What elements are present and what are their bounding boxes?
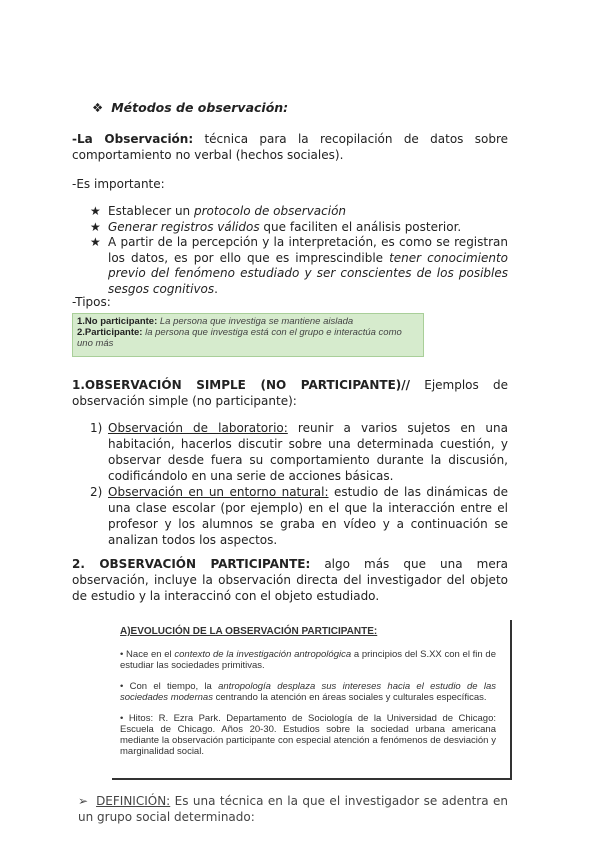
example-text: estudio de las dinámicas de una clase escolar (por ejemplo) en el que la interacción entre el profesor y los alumnos se graba en vídeo y a continuación se analizan todos los aspectos. xyxy=(108,485,508,547)
list-item xyxy=(90,235,508,297)
evolution-point: • Hitos: R. Ezra Park. Departamento de Sociología de la Universidad de Chicago: Escuela de Chicago. Años 20-30. Estudios sobre la sociedad urbana americana mediante la observación participante con especial atención a fenómenos de desviación y marginalidad social. xyxy=(120,713,496,757)
tipo-text: La persona que investiga se mantiene aislada xyxy=(157,316,354,327)
tipo-label: 2.Participante: xyxy=(77,327,143,338)
diamond-bullet-icon: ❖ xyxy=(92,100,104,115)
definition-text: Es una técnica en la que el investigador se adentra en un grupo social determinado: xyxy=(78,794,508,824)
examples-list xyxy=(90,420,508,548)
participant-observation xyxy=(72,556,508,604)
tipo-text: la persona que investiga está con el grupo e interactúa como uno más xyxy=(77,327,402,349)
evolution-box xyxy=(112,620,512,780)
item-number: 1) xyxy=(90,421,103,435)
observation-definition xyxy=(72,131,508,163)
star-icon: ★ xyxy=(90,219,101,234)
participante-text: algo más que una mera observación, incluye la observación directa del investigador del objeto de estudio y la interaccinó con el objeto estudiado. xyxy=(72,557,509,603)
tipos-box xyxy=(72,313,424,357)
tipos-label: -Tipos: xyxy=(72,295,111,309)
importante-label: -Es importante: xyxy=(72,177,165,191)
list-item xyxy=(90,484,508,548)
point-italic: contexto de la investigación antropológica xyxy=(174,649,352,660)
simple-heading-bold: 1.OBSERVACIÓN SIMPLE (NO PARTICIPANTE)// xyxy=(72,378,411,392)
example-text: reunir a varios sujetos en una habitación, hacerlos discutir sobre una determinada cuestión, y observar desde fuera su comportamiento durante la discusión, codificándolo en una serie de acciones básicas. xyxy=(108,421,508,483)
importante-list xyxy=(90,204,508,297)
list-item xyxy=(90,220,508,236)
item-italic: Generar registros válidos xyxy=(108,219,260,234)
definition xyxy=(78,793,508,825)
simple-heading-text: Ejemplos de observación simple (no participante): xyxy=(72,378,508,408)
observation-text: técnica para la recopilación de datos sobre comportamiento no verbal (hechos sociales). xyxy=(72,132,509,162)
list-item xyxy=(90,420,508,484)
point-text: • Con el tiempo, la xyxy=(120,681,219,692)
star-icon: ★ xyxy=(90,235,101,249)
item-italic: tener conocimiento previo del fenómeno estudiado y ser conscientes de los posibles sesgos cognitivos xyxy=(108,250,508,296)
tipo-label: 1.No participante: xyxy=(77,316,158,327)
evolution-point xyxy=(120,681,496,703)
point-text: centrando la atención en áreas sociales y culturales específicas. xyxy=(212,692,487,703)
item-text: . xyxy=(214,281,218,296)
participante-heading-bold: 2. OBSERVACIÓN PARTICIPANTE: xyxy=(72,557,311,571)
star-icon: ★ xyxy=(90,204,101,218)
point-text: a principios del S.XX con el fin de estudiar las sociedades primitivas. xyxy=(120,649,496,671)
observation-term: -La Observación: xyxy=(72,132,194,146)
item-italic: protocolo de observación xyxy=(193,204,347,218)
evolution-title: A)EVOLUCIÓN DE LA OBSERVACIÓN PARTICIPANTE: xyxy=(120,626,378,637)
item-number: 2) xyxy=(90,485,103,499)
tipo-participante xyxy=(77,327,419,349)
evolution-point xyxy=(120,649,496,671)
arrow-bullet-icon: ➢ xyxy=(78,794,89,808)
simple-observation-heading xyxy=(72,377,508,409)
item-text: Establecer un xyxy=(108,204,194,218)
example-title: Observación de laboratorio: xyxy=(108,421,288,435)
point-text: • Nace en el xyxy=(120,649,175,660)
section-title-text: Métodos de observación: xyxy=(111,100,289,115)
list-item xyxy=(90,204,508,220)
item-text: que faciliten el análisis posterior. xyxy=(259,219,462,234)
point-italic: antropología desplaza sus intereses hacia el estudio de las sociedades modernas xyxy=(120,681,496,703)
example-title: Observación en un entorno natural: xyxy=(108,485,329,499)
section-title xyxy=(92,100,288,115)
tipo-no-participante xyxy=(77,316,419,327)
item-text: A partir de la percepción y la interpretación, es como se registran los datos, es por ello que es imprescindible xyxy=(108,235,508,265)
definition-label: DEFINICIÓN: xyxy=(96,794,171,808)
